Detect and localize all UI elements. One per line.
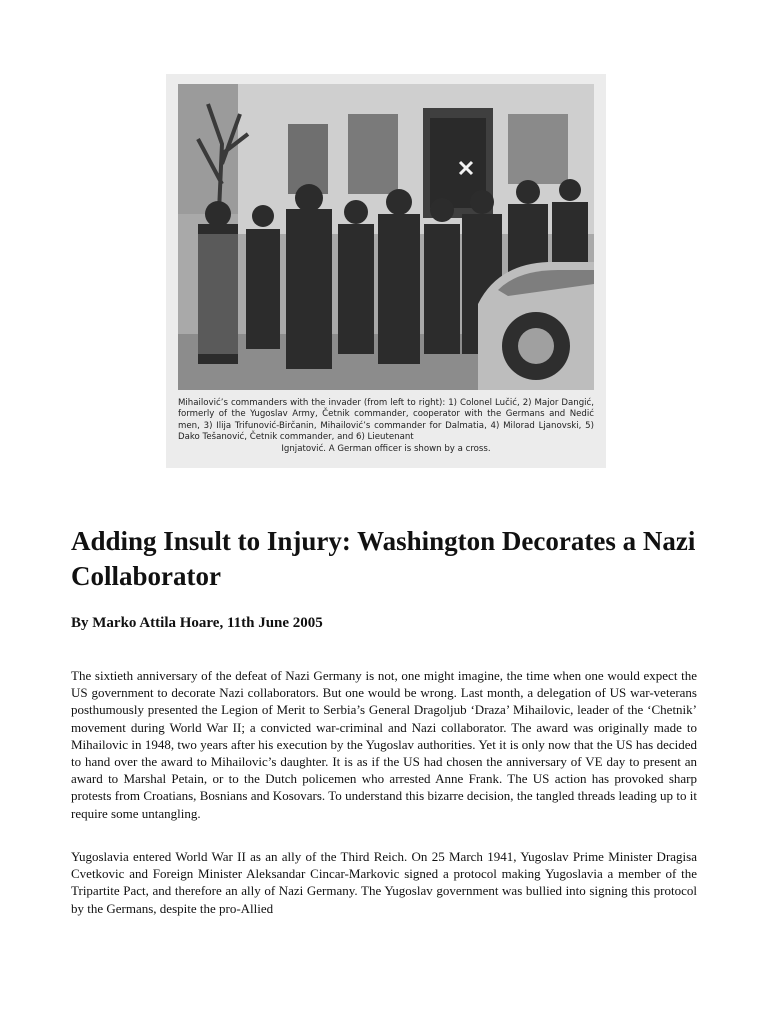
article-title: Adding Insult to Injury: Washington Decorates a Nazi Collaborator [71, 526, 696, 591]
photo-caption [178, 398, 594, 455]
photograph-image [178, 84, 594, 390]
photo-caption-text: Mihailović’s commanders with the invader (from left to right): 1) Colonel Lučić, 2) Major Dangić, formerly of the Yugoslav Army, Četnik commander, cooperator with the Germans and Nedić men, 3) Ilija Trifunović-Birčanin, Mihailović’s commander for Dalmatia, 4) Milorad Ljanovski, 5) Dako Tešanović, Četnik commander, and 6) Lieutenant [178, 398, 594, 443]
photo-caption-last-line: Ignjatović. A German officer is shown by a cross. [281, 443, 491, 454]
article-paragraph: Yugoslavia entered World War II as an ally of the Third Reich. On 25 March 1941, Yugoslav Prime Minister Dragisa Cvetkovic and Foreign Minister Aleksandar Cincar-Markovic signed a protocol making Yugoslavia a member of the Tripartite Pact, and therefore an ally of Nazi Germany. The Yugoslav government was bullied into signing this protocol by the Germans, despite the pro-Allied [71, 849, 697, 916]
article-paragraph: The sixtieth anniversary of the defeat of Nazi Germany is not, one might imagine, the time when one would expect the US government to decorate Nazi collaborators. But one would be wrong. Last month, a delegation of US war-veterans posthumously presented the Legion of Merit to Serbia’s General Dragoljub ‘Draza’ Mihailovic, leader of the ‘Chetnik’ movement during World War II; a convicted war-criminal and Nazi collaborator. The award was originally made to Mihailovic in 1948, two years after his execution by the Yugoslav authorities. Yet it is only now that the US has decided to hand over the award to Mihailovic’s daughter. It is as if the US had chosen the anniversary of VE day to present an award to Marshal Petain, or to the Dutch policemen who arrested Anne Frank. The US action has provoked sharp protests from Croatians, Bosnians and Kosovars. To understand this bizarre decision, the tangled threads leading up to it require some untangling. [71, 668, 697, 821]
historical-photograph [178, 84, 594, 390]
article-byline: By Marko Attila Hoare, 11th June 2005 [71, 615, 323, 631]
photo-figure [166, 74, 606, 468]
